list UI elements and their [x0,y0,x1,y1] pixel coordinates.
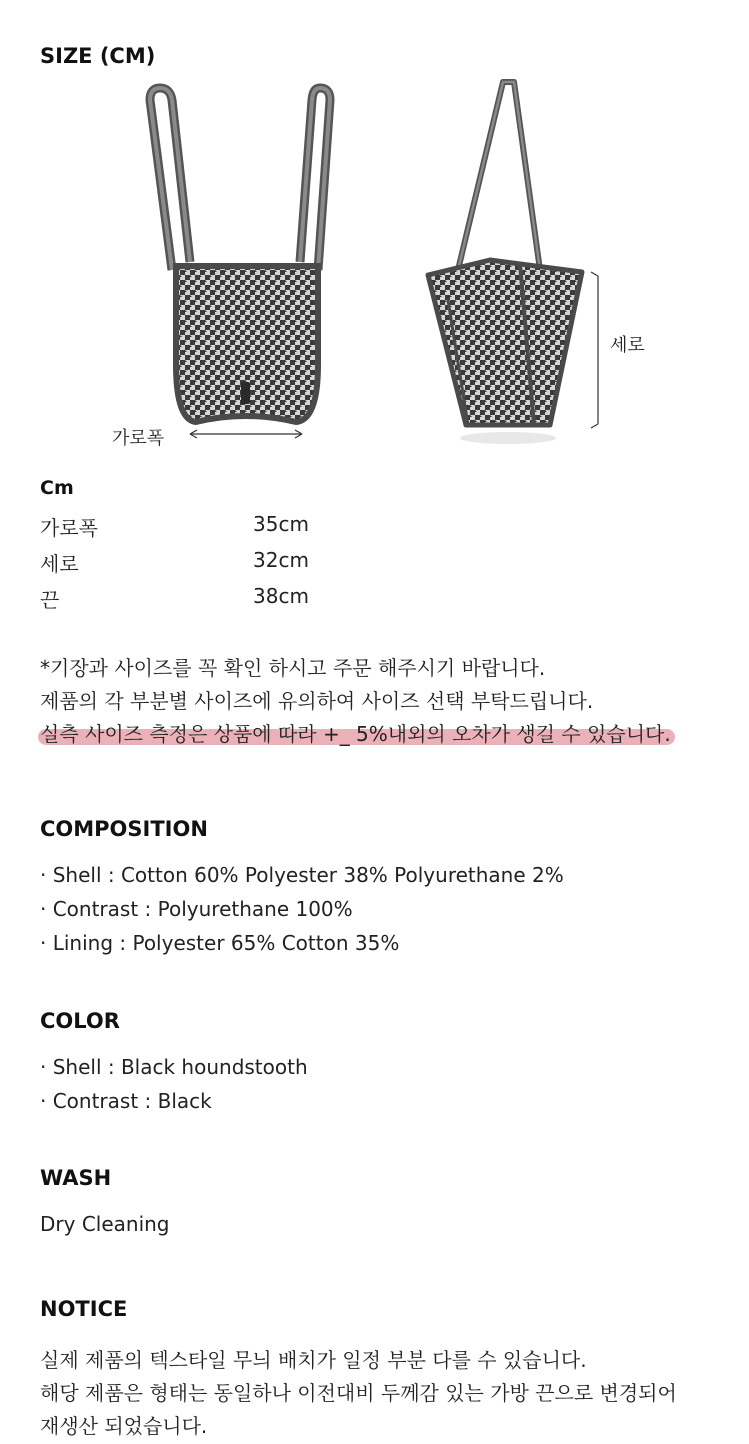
color-item: · Shell : Black houndstooth [40,1055,308,1079]
note-line-1: *기장과 사이즈를 꼭 확인 하시고 주문 해주시기 바랍니다. [40,656,546,680]
bag-size-illustration [0,0,749,470]
height-arrow [591,272,598,428]
table-row-value: 38cm [253,584,309,608]
table-row-label: 세로 [40,552,79,576]
note-line-2: 제품의 각 부분별 사이즈에 유의하여 사이즈 선택 부탁드립니다. [40,689,594,713]
notice-heading: NOTICE [40,1297,128,1321]
height-label: 세로 [610,335,645,356]
table-row-value: 32cm [253,548,309,572]
notice-line-3: 재생산 되었습니다. [40,1414,208,1438]
width-arrow [190,430,302,438]
composition-heading: COMPOSITION [40,817,208,841]
table-header: Cm [40,477,74,499]
color-item: · Contrast : Black [40,1089,212,1113]
wash-heading: WASH [40,1166,112,1190]
front-bag [150,88,330,422]
composition-item: · Contrast : Polyurethane 100% [40,897,353,921]
composition-item: · Lining : Polyester 65% Cotton 35% [40,931,400,955]
composition-item: · Shell : Cotton 60% Polyester 38% Polyurethane 2% [40,863,564,887]
width-label: 가로폭 [112,428,165,449]
side-bag [428,82,582,444]
note-line-3: 실측 사이즈 측정은 상품에 따라 +_ 5%내외의 오차가 생길 수 있습니다. [40,722,671,746]
table-row-value: 35cm [253,512,309,536]
table-row-label: 끈 [40,588,60,612]
color-heading: COLOR [40,1009,120,1033]
notice-line-1: 실제 제품의 텍스타일 무늬 배치가 일정 부분 다를 수 있습니다. [40,1348,587,1372]
notice-line-2: 해당 제품은 형태는 동일하나 이전대비 두께감 있는 가방 끈으로 변경되어 [40,1381,677,1405]
table-row-label: 가로폭 [40,516,98,540]
wash-text: Dry Cleaning [40,1212,170,1236]
size-heading: SIZE (CM) [40,44,156,68]
